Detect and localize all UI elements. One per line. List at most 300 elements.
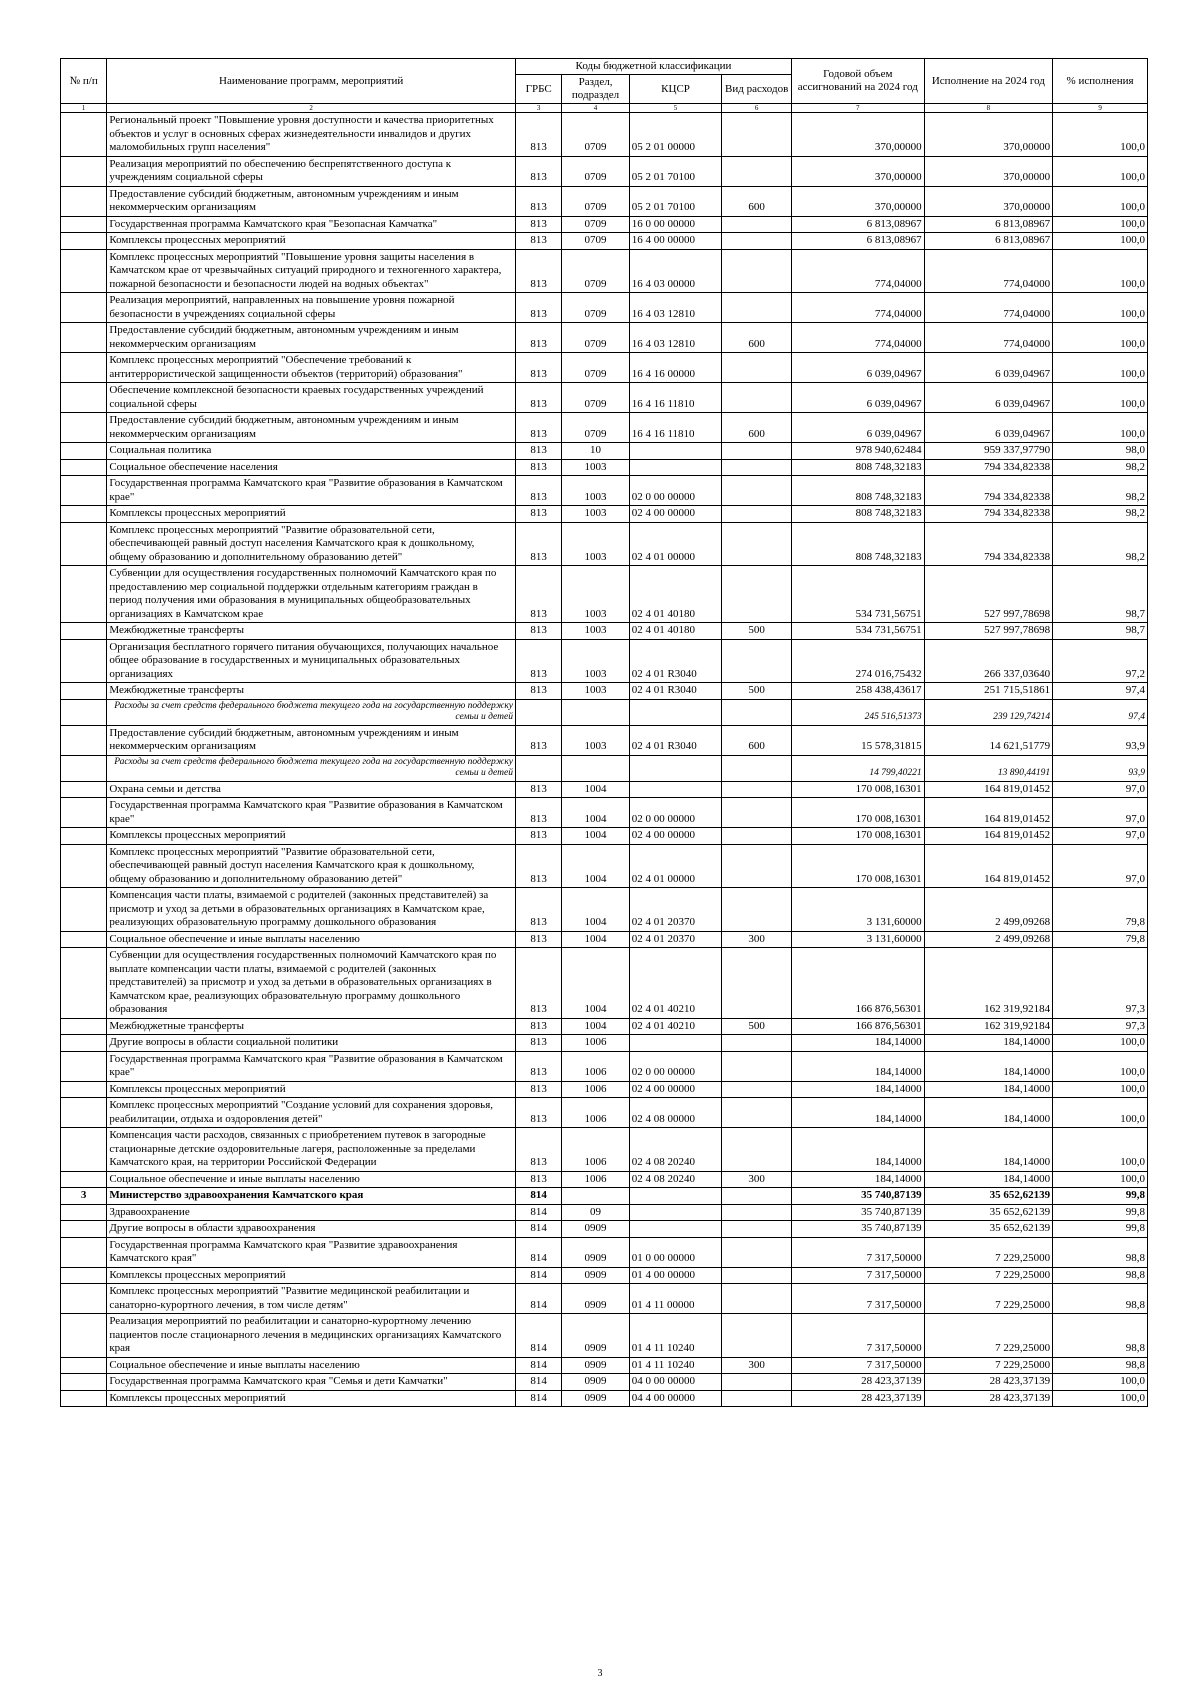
row-fact: 184,14000: [924, 1098, 1052, 1128]
table-row: [61, 459, 1148, 476]
row-razdel: 0709: [562, 383, 629, 413]
row-grbs: [515, 755, 561, 781]
row-kcsr: [629, 1035, 722, 1052]
row-plan: 774,04000: [791, 323, 924, 353]
row-kcsr: 02 4 08 20240: [629, 1171, 722, 1188]
row-razdel: 1006: [562, 1128, 629, 1172]
row-grbs: 813: [515, 522, 561, 566]
row-kcsr: 02 0 00 00000: [629, 476, 722, 506]
row-number: [61, 828, 107, 845]
row-grbs: 813: [515, 476, 561, 506]
table-row: [61, 1267, 1148, 1284]
row-razdel: 0709: [562, 233, 629, 250]
table-row: [61, 1357, 1148, 1374]
row-vid: 600: [722, 186, 792, 216]
header-grbs: ГРБС: [515, 75, 561, 104]
row-grbs: 813: [515, 383, 561, 413]
row-name: Государственная программа Камчатского края "Развитие здравоохранения Камчатского края": [107, 1237, 516, 1267]
row-pct: 99,8: [1053, 1204, 1148, 1221]
row-grbs: 814: [515, 1237, 561, 1267]
row-plan: 15 578,31815: [791, 725, 924, 755]
row-plan: 6 039,04967: [791, 383, 924, 413]
row-fact: 6 813,08967: [924, 233, 1052, 250]
row-name: Межбюджетные трансферты: [107, 623, 516, 640]
row-pct: 97,0: [1053, 798, 1148, 828]
row-kcsr: [629, 1221, 722, 1238]
row-name: Социальное обеспечение и иные выплаты населению: [107, 1171, 516, 1188]
table-row: [61, 1314, 1148, 1358]
row-grbs: 813: [515, 1018, 561, 1035]
row-number: [61, 506, 107, 523]
row-razdel: 1003: [562, 639, 629, 683]
row-kcsr: 02 4 01 R3040: [629, 683, 722, 700]
row-pct: 98,7: [1053, 566, 1148, 623]
header-codes: Коды бюджетной классификации: [515, 59, 791, 75]
row-name: Предоставление субсидий бюджетным, автономным учреждениям и иным некоммерческим организациям: [107, 323, 516, 353]
row-number: [61, 844, 107, 888]
row-plan: 184,14000: [791, 1171, 924, 1188]
row-number: [61, 233, 107, 250]
row-name: Субвенции для осуществления государственных полномочий Камчатского края по предоставлению мер социальной поддержки отдельным категориям граждан в период получения ими образования в муниципальных общеобразовательных организациях в Камчатском крае: [107, 566, 516, 623]
row-razdel: 1004: [562, 844, 629, 888]
table-row: [61, 1018, 1148, 1035]
row-vid: [722, 1237, 792, 1267]
row-fact: 162 319,92184: [924, 948, 1052, 1019]
row-kcsr: 16 4 16 11810: [629, 383, 722, 413]
row-kcsr: [629, 459, 722, 476]
row-plan: 7 317,50000: [791, 1314, 924, 1358]
row-razdel: 0909: [562, 1284, 629, 1314]
row-plan: 6 039,04967: [791, 413, 924, 443]
row-name: Государственная программа Камчатского края "Развитие образования в Камчатском крае": [107, 1051, 516, 1081]
row-kcsr: 02 4 01 R3040: [629, 725, 722, 755]
row-fact: 28 423,37139: [924, 1390, 1052, 1407]
row-plan: 534 731,56751: [791, 623, 924, 640]
row-kcsr: 02 4 01 R3040: [629, 639, 722, 683]
table-row: [61, 293, 1148, 323]
row-number: [61, 413, 107, 443]
row-plan: 35 740,87139: [791, 1221, 924, 1238]
row-number: [61, 888, 107, 932]
row-plan: 170 008,16301: [791, 844, 924, 888]
row-plan: 184,14000: [791, 1035, 924, 1052]
row-plan: 774,04000: [791, 249, 924, 293]
table-row: [61, 216, 1148, 233]
row-number: [61, 186, 107, 216]
table-row: [61, 506, 1148, 523]
row-vid: [722, 1051, 792, 1081]
row-fact: 35 652,62139: [924, 1204, 1052, 1221]
row-grbs: 814: [515, 1357, 561, 1374]
row-grbs: 813: [515, 623, 561, 640]
row-number: [61, 323, 107, 353]
row-name: Расходы за счет средств федерального бюджета текущего года на государственную поддержку семьи и детей: [107, 699, 516, 725]
row-number: [61, 216, 107, 233]
col-number: 7: [791, 104, 924, 113]
row-vid: [722, 459, 792, 476]
row-name: Реализация мероприятий, направленных на повышение уровня пожарной безопасности в учреждениях социальной сферы: [107, 293, 516, 323]
table-row: [61, 1051, 1148, 1081]
row-name: Компенсация части платы, взимаемой с родителей (законных представителей) за присмотр и уход за детьми в образовательных организациях в Камчатском крае, реализующих образовательную программу дошкольного образования: [107, 888, 516, 932]
row-grbs: 813: [515, 233, 561, 250]
row-grbs: 813: [515, 948, 561, 1019]
row-grbs: 814: [515, 1188, 561, 1205]
row-razdel: 1003: [562, 683, 629, 700]
row-kcsr: 16 4 16 11810: [629, 413, 722, 443]
row-grbs: 813: [515, 781, 561, 798]
row-fact: 794 334,82338: [924, 522, 1052, 566]
row-fact: 35 652,62139: [924, 1221, 1052, 1238]
row-razdel: [562, 1188, 629, 1205]
row-grbs: 813: [515, 186, 561, 216]
row-name: Межбюджетные трансферты: [107, 683, 516, 700]
row-pct: 100,0: [1053, 1081, 1148, 1098]
row-pct: 100,0: [1053, 323, 1148, 353]
row-razdel: 1003: [562, 506, 629, 523]
table-row: [61, 1098, 1148, 1128]
row-razdel: 0709: [562, 323, 629, 353]
row-name: Другие вопросы в области социальной политики: [107, 1035, 516, 1052]
row-plan: 370,00000: [791, 186, 924, 216]
row-pct: 93,9: [1053, 755, 1148, 781]
row-fact: 162 319,92184: [924, 1018, 1052, 1035]
row-pct: 97,2: [1053, 639, 1148, 683]
row-plan: 7 317,50000: [791, 1284, 924, 1314]
row-pct: 98,8: [1053, 1284, 1148, 1314]
row-grbs: 813: [515, 931, 561, 948]
table-row: [61, 1374, 1148, 1391]
row-pct: 97,4: [1053, 699, 1148, 725]
row-kcsr: [629, 755, 722, 781]
row-pct: 99,8: [1053, 1221, 1148, 1238]
row-name: Обеспечение комплексной безопасности краевых государственных учреждений социальной сферы: [107, 383, 516, 413]
row-vid: [722, 1374, 792, 1391]
row-vid: 300: [722, 1357, 792, 1374]
row-vid: [722, 443, 792, 460]
row-vid: [722, 639, 792, 683]
row-grbs: 813: [515, 1081, 561, 1098]
row-fact: 184,14000: [924, 1081, 1052, 1098]
row-plan: 3 131,60000: [791, 931, 924, 948]
row-number: [61, 1204, 107, 1221]
row-razdel: 1004: [562, 948, 629, 1019]
table-row: [61, 755, 1148, 781]
row-number: [61, 383, 107, 413]
row-fact: 14 621,51779: [924, 725, 1052, 755]
row-kcsr: [629, 1204, 722, 1221]
row-name: Комплекс процессных мероприятий "Развитие образовательной сети, обеспечивающей равный доступ населения Камчатского края к дошкольному, общему образованию и дополнительному образованию детей": [107, 522, 516, 566]
row-razdel: 1004: [562, 828, 629, 845]
row-fact: 164 819,01452: [924, 844, 1052, 888]
row-grbs: 813: [515, 113, 561, 157]
table-row: [61, 888, 1148, 932]
row-pct: 98,2: [1053, 506, 1148, 523]
row-plan: 7 317,50000: [791, 1357, 924, 1374]
row-fact: 184,14000: [924, 1171, 1052, 1188]
row-grbs: 813: [515, 798, 561, 828]
budget-table-sheet: [60, 58, 1148, 1407]
row-plan: 534 731,56751: [791, 566, 924, 623]
row-razdel: 1004: [562, 781, 629, 798]
row-name: Социальное обеспечение населения: [107, 459, 516, 476]
row-name: Компенсация части расходов, связанных с приобретением путевок в загородные стационарные детские оздоровительные лагеря, расположенные за пределами Камчатского края, на территории Российской Федерации: [107, 1128, 516, 1172]
row-kcsr: [629, 1188, 722, 1205]
row-kcsr: 04 4 00 00000: [629, 1390, 722, 1407]
table-row: [61, 1188, 1148, 1205]
row-vid: [722, 1098, 792, 1128]
row-pct: 98,2: [1053, 459, 1148, 476]
table-body: [61, 113, 1148, 1407]
row-number: [61, 755, 107, 781]
row-fact: 370,00000: [924, 186, 1052, 216]
row-vid: [722, 113, 792, 157]
row-razdel: 0709: [562, 186, 629, 216]
row-plan: 808 748,32183: [791, 522, 924, 566]
row-name: Предоставление субсидий бюджетным, автономным учреждениям и иным некоммерческим организациям: [107, 186, 516, 216]
row-vid: [722, 293, 792, 323]
row-name: Комплексы процессных мероприятий: [107, 233, 516, 250]
row-name: Другие вопросы в области здравоохранения: [107, 1221, 516, 1238]
row-kcsr: 16 0 00 00000: [629, 216, 722, 233]
row-fact: 794 334,82338: [924, 459, 1052, 476]
row-pct: 98,2: [1053, 522, 1148, 566]
row-pct: 100,0: [1053, 113, 1148, 157]
row-kcsr: 01 4 11 10240: [629, 1314, 722, 1358]
row-number: [61, 1284, 107, 1314]
row-razdel: 0909: [562, 1267, 629, 1284]
row-kcsr: 16 4 00 00000: [629, 233, 722, 250]
row-razdel: 1003: [562, 459, 629, 476]
row-razdel: 09: [562, 1204, 629, 1221]
row-plan: 7 317,50000: [791, 1267, 924, 1284]
row-grbs: 813: [515, 1098, 561, 1128]
row-number: [61, 476, 107, 506]
row-name: Субвенции для осуществления государственных полномочий Камчатского края по выплате компенсации части платы, взимаемой с родителей (законных представителей) за присмотр и уход за детьми в образовательных организациях в Камчатском крае, реализующих образовательную программу дошкольного образования: [107, 948, 516, 1019]
row-razdel: [562, 755, 629, 781]
row-number: [61, 683, 107, 700]
table-row: [61, 1081, 1148, 1098]
row-kcsr: 01 4 11 10240: [629, 1357, 722, 1374]
row-razdel: 0709: [562, 413, 629, 443]
row-vid: 500: [722, 683, 792, 700]
row-number: [61, 1035, 107, 1052]
row-plan: 808 748,32183: [791, 459, 924, 476]
row-name: Социальное обеспечение и иные выплаты населению: [107, 1357, 516, 1374]
row-razdel: 1004: [562, 1018, 629, 1035]
row-plan: 370,00000: [791, 113, 924, 157]
row-name: Комплексы процессных мероприятий: [107, 1390, 516, 1407]
row-number: [61, 948, 107, 1019]
row-razdel: 1006: [562, 1035, 629, 1052]
row-kcsr: 02 4 08 20240: [629, 1128, 722, 1172]
row-plan: 258 438,43617: [791, 683, 924, 700]
row-pct: 100,0: [1053, 1128, 1148, 1172]
row-fact: 6 039,04967: [924, 383, 1052, 413]
row-name: Охрана семьи и детства: [107, 781, 516, 798]
row-plan: 166 876,56301: [791, 1018, 924, 1035]
row-vid: 300: [722, 1171, 792, 1188]
table-row: [61, 113, 1148, 157]
row-number: [61, 1357, 107, 1374]
row-grbs: 814: [515, 1267, 561, 1284]
row-grbs: 813: [515, 156, 561, 186]
row-vid: [722, 755, 792, 781]
row-razdel: 1004: [562, 931, 629, 948]
row-name: Комплексы процессных мероприятий: [107, 506, 516, 523]
row-plan: 14 799,40221: [791, 755, 924, 781]
row-number: [61, 1237, 107, 1267]
row-number: [61, 1374, 107, 1391]
row-vid: 600: [722, 413, 792, 443]
row-razdel: 0909: [562, 1221, 629, 1238]
row-number: [61, 1081, 107, 1098]
row-number: [61, 1128, 107, 1172]
row-fact: 6 039,04967: [924, 353, 1052, 383]
row-plan: 184,14000: [791, 1081, 924, 1098]
row-kcsr: 02 4 01 40210: [629, 1018, 722, 1035]
row-razdel: [562, 699, 629, 725]
table-row: [61, 623, 1148, 640]
row-vid: [722, 353, 792, 383]
row-fact: 527 997,78698: [924, 566, 1052, 623]
table-header: [61, 59, 1148, 113]
row-razdel: 0909: [562, 1357, 629, 1374]
row-name: Комплекс процессных мероприятий "Создание условий для сохранения здоровья, реабилитации, отдыха и оздоровления детей": [107, 1098, 516, 1128]
row-fact: 370,00000: [924, 113, 1052, 157]
col-number: 4: [562, 104, 629, 113]
row-razdel: 1003: [562, 623, 629, 640]
header-num: № п/п: [61, 59, 107, 104]
header-plan: Годовой объем ассигнований на 2024 год: [791, 59, 924, 104]
row-kcsr: 02 4 00 00000: [629, 828, 722, 845]
row-grbs: 813: [515, 828, 561, 845]
table-row: [61, 413, 1148, 443]
row-pct: 100,0: [1053, 1035, 1148, 1052]
table-row: [61, 156, 1148, 186]
row-vid: [722, 1284, 792, 1314]
row-pct: 100,0: [1053, 156, 1148, 186]
row-razdel: 1004: [562, 798, 629, 828]
table-row: [61, 699, 1148, 725]
table-row: [61, 828, 1148, 845]
table-row: [61, 844, 1148, 888]
row-grbs: 814: [515, 1221, 561, 1238]
row-grbs: 813: [515, 413, 561, 443]
row-vid: [722, 844, 792, 888]
row-plan: 274 016,75432: [791, 639, 924, 683]
row-kcsr: 02 4 01 20370: [629, 888, 722, 932]
row-kcsr: 04 0 00 00000: [629, 1374, 722, 1391]
row-vid: [722, 1128, 792, 1172]
row-fact: 7 229,25000: [924, 1267, 1052, 1284]
row-number: [61, 725, 107, 755]
row-pct: 93,9: [1053, 725, 1148, 755]
row-pct: 98,0: [1053, 443, 1148, 460]
row-name: Реализация мероприятий по обеспечению беспрепятственного доступа к учреждениям социальной сферы: [107, 156, 516, 186]
row-pct: 100,0: [1053, 233, 1148, 250]
row-pct: 100,0: [1053, 293, 1148, 323]
row-fact: 774,04000: [924, 323, 1052, 353]
table-row: [61, 522, 1148, 566]
row-number: [61, 443, 107, 460]
row-pct: 97,4: [1053, 683, 1148, 700]
row-fact: 2 499,09268: [924, 888, 1052, 932]
row-name: Социальная политика: [107, 443, 516, 460]
row-plan: 370,00000: [791, 156, 924, 186]
row-pct: 97,0: [1053, 781, 1148, 798]
row-grbs: 813: [515, 1035, 561, 1052]
row-number: [61, 249, 107, 293]
row-number: [61, 1051, 107, 1081]
row-plan: 170 008,16301: [791, 828, 924, 845]
row-razdel: 1003: [562, 476, 629, 506]
row-number: [61, 798, 107, 828]
row-fact: 266 337,03640: [924, 639, 1052, 683]
row-pct: 100,0: [1053, 1051, 1148, 1081]
row-pct: 100,0: [1053, 1098, 1148, 1128]
row-kcsr: 02 4 00 00000: [629, 506, 722, 523]
row-razdel: 10: [562, 443, 629, 460]
row-number: [61, 931, 107, 948]
table-row: [61, 931, 1148, 948]
budget-execution-table: [60, 58, 1148, 1407]
row-razdel: 0909: [562, 1390, 629, 1407]
row-fact: 7 229,25000: [924, 1284, 1052, 1314]
row-pct: 98,8: [1053, 1267, 1148, 1284]
row-kcsr: 02 4 00 00000: [629, 1081, 722, 1098]
row-number: [61, 623, 107, 640]
row-kcsr: 02 4 08 00000: [629, 1098, 722, 1128]
row-vid: [722, 1221, 792, 1238]
row-fact: 959 337,97790: [924, 443, 1052, 460]
row-plan: 166 876,56301: [791, 948, 924, 1019]
col-number: 5: [629, 104, 722, 113]
col-number: 9: [1053, 104, 1148, 113]
row-number: [61, 639, 107, 683]
row-plan: 245 516,51373: [791, 699, 924, 725]
row-kcsr: 02 4 01 40180: [629, 623, 722, 640]
row-number: [61, 156, 107, 186]
row-number: [61, 522, 107, 566]
row-plan: 28 423,37139: [791, 1390, 924, 1407]
row-pct: 97,3: [1053, 948, 1148, 1019]
row-vid: [722, 1314, 792, 1358]
row-razdel: 0909: [562, 1237, 629, 1267]
row-fact: 794 334,82338: [924, 506, 1052, 523]
row-fact: 7 229,25000: [924, 1357, 1052, 1374]
row-name: Комплекс процессных мероприятий "Развитие образовательной сети, обеспечивающей равный доступ населения Камчатского края к дошкольному, общему образованию и дополнительному образованию детей": [107, 844, 516, 888]
row-kcsr: 16 4 03 12810: [629, 293, 722, 323]
table-row: [61, 383, 1148, 413]
row-number: 3: [61, 1188, 107, 1205]
row-pct: 100,0: [1053, 1390, 1148, 1407]
row-fact: 28 423,37139: [924, 1374, 1052, 1391]
table-row: [61, 1171, 1148, 1188]
row-name: Комплекс процессных мероприятий "Развитие медицинской реабилитации и санаторно-курортного лечения, в том числе детям": [107, 1284, 516, 1314]
row-vid: [722, 566, 792, 623]
row-kcsr: 05 2 01 70100: [629, 156, 722, 186]
row-vid: [722, 948, 792, 1019]
row-number: [61, 1314, 107, 1358]
row-name: Реализация мероприятий по реабилитации и санаторно-курортному лечению пациентов после стационарного лечения в медицинских организациях Камчатского края: [107, 1314, 516, 1358]
row-grbs: 813: [515, 888, 561, 932]
table-row: [61, 798, 1148, 828]
row-vid: 500: [722, 1018, 792, 1035]
row-razdel: 0709: [562, 113, 629, 157]
row-plan: 6 813,08967: [791, 216, 924, 233]
row-number: [61, 1267, 107, 1284]
table-row: [61, 353, 1148, 383]
